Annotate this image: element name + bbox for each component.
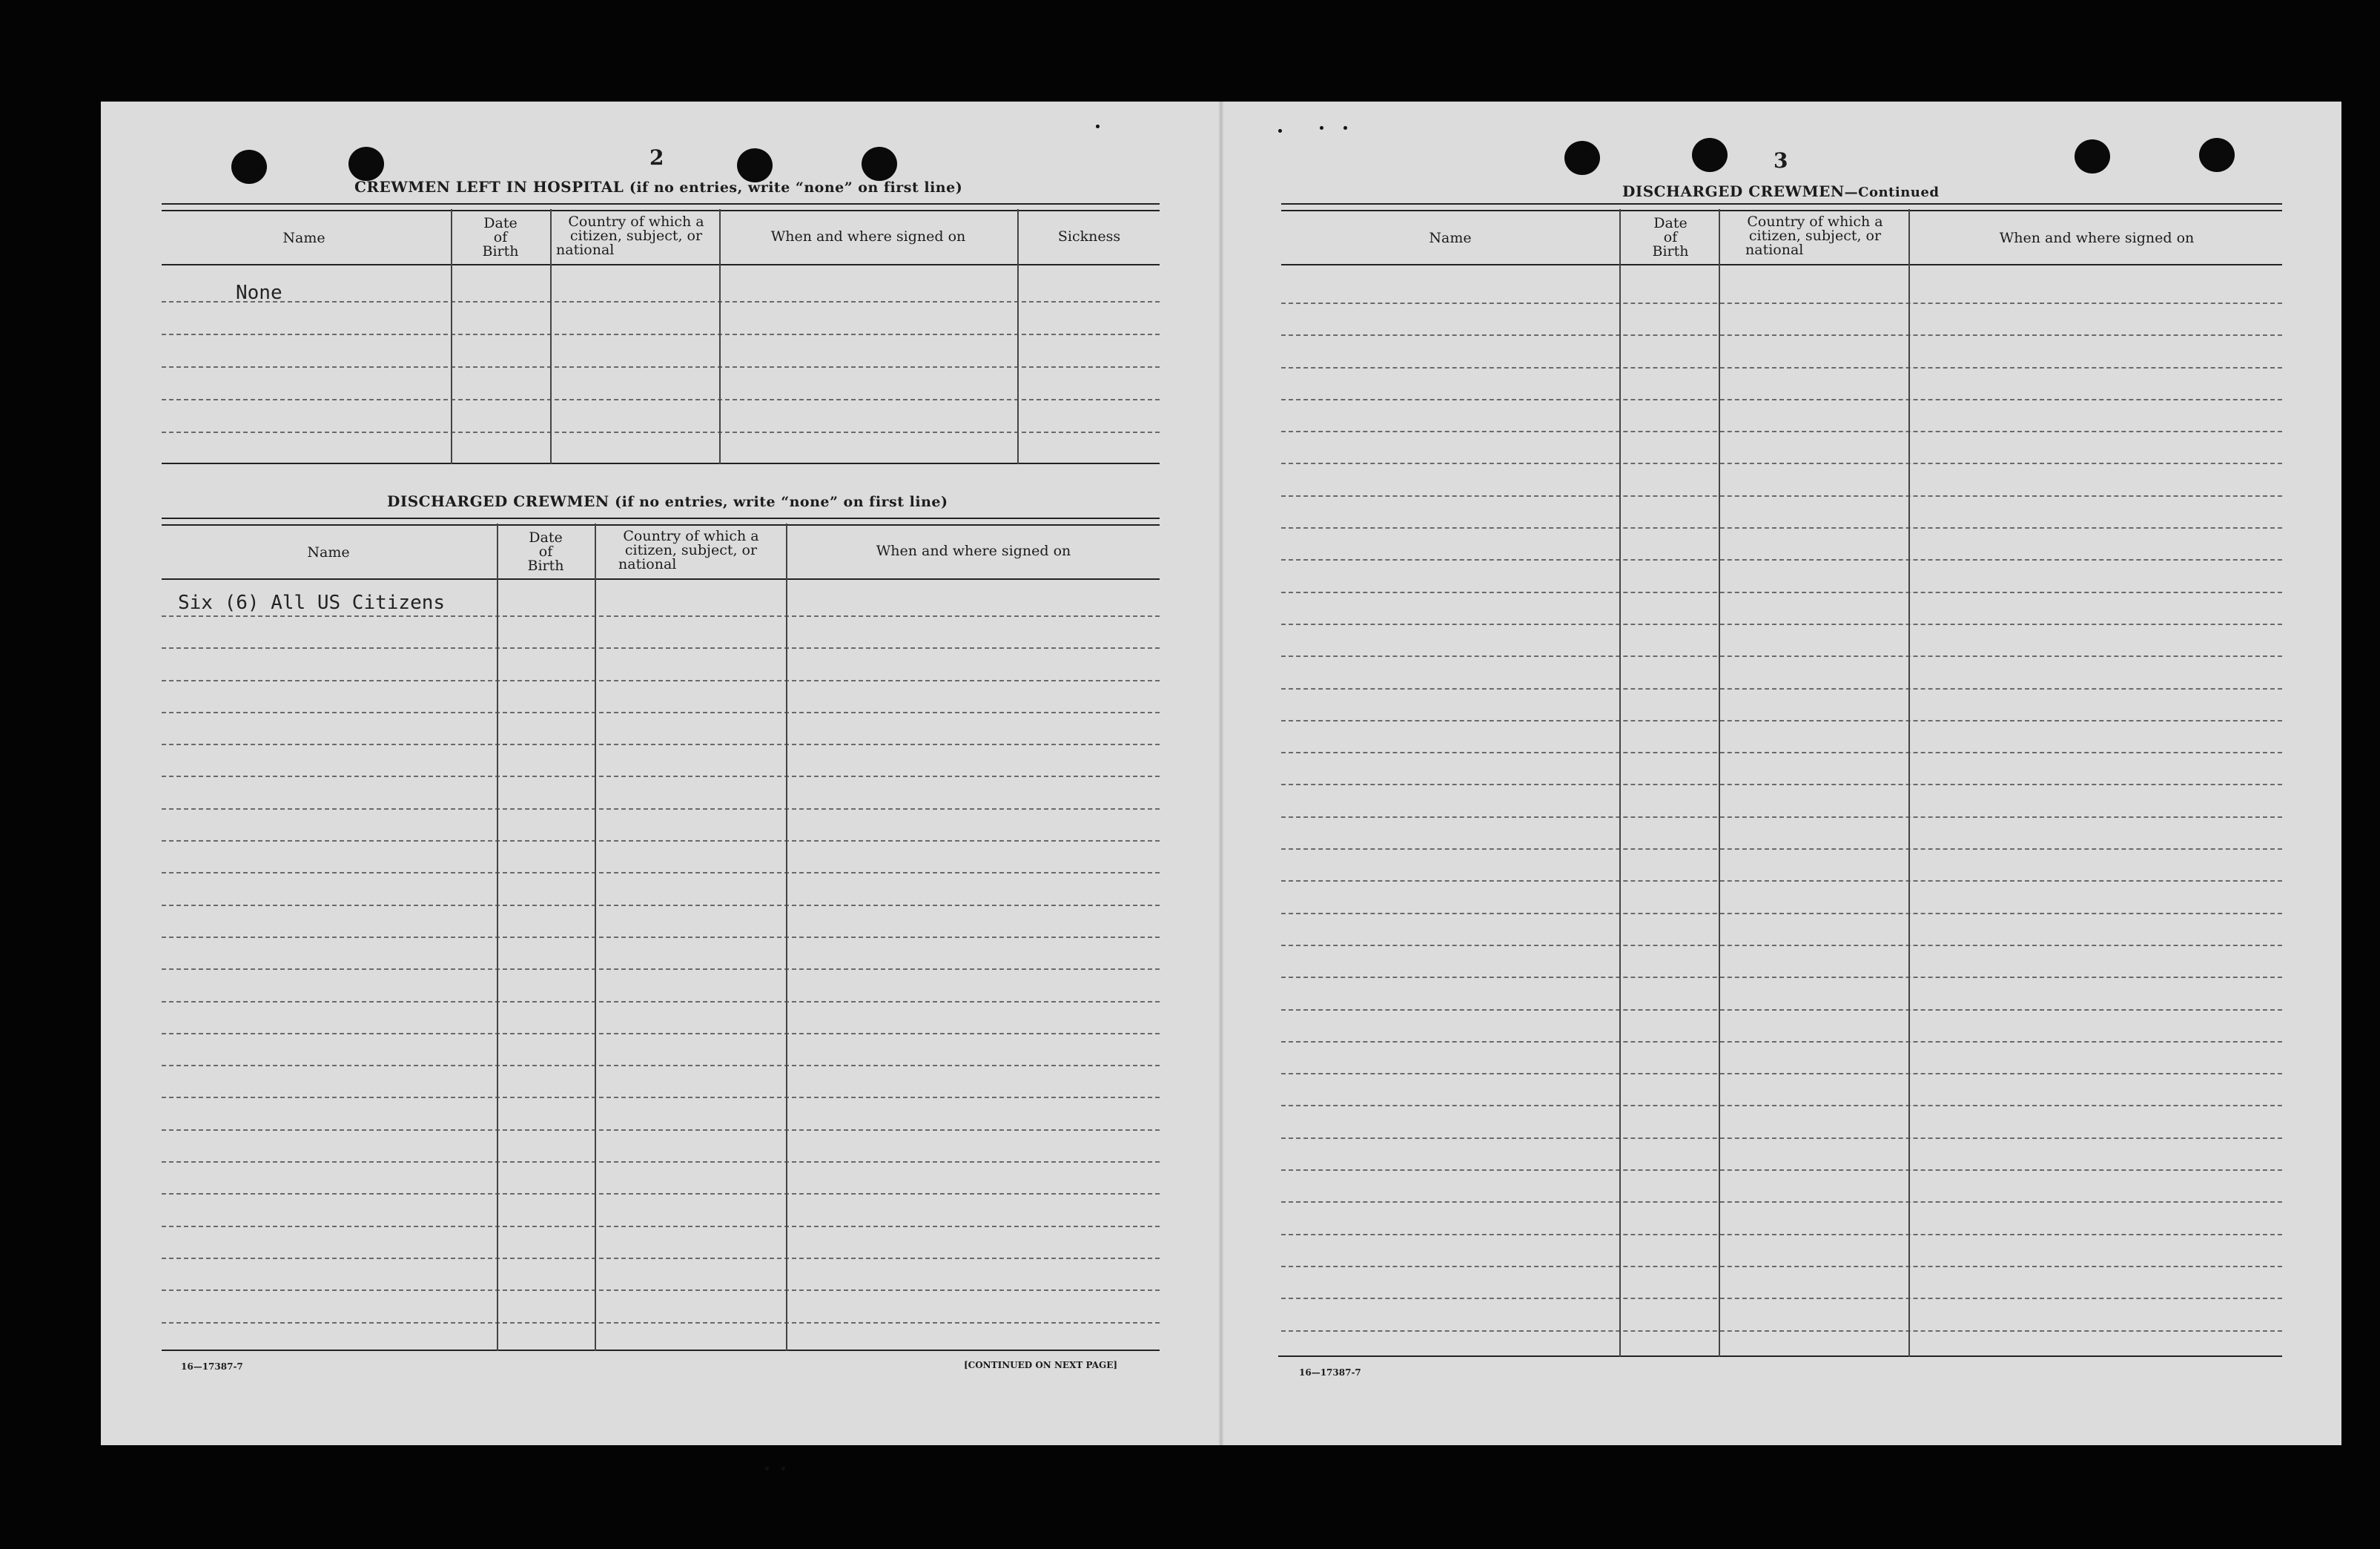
ruled-line (1281, 977, 2282, 978)
col-header-country (553, 215, 719, 257)
col-header-country (596, 529, 786, 572)
header-bottom-rule (162, 264, 1160, 265)
continued-note: [CONTINUED ON NEXT PAGE] (964, 1360, 1118, 1370)
punch-hole (1564, 141, 1600, 175)
punch-hole (348, 147, 384, 181)
col-header-country (1722, 215, 1908, 257)
punch-hole (231, 150, 267, 184)
col-header-name: Name (282, 230, 325, 246)
ruled-line (162, 840, 1160, 842)
col-header-name: Name (1429, 230, 1472, 246)
ruled-line (1281, 1298, 2282, 1299)
col-divider (719, 209, 721, 464)
page-fold (1219, 102, 1223, 1445)
form-number: 16—17387-7 (181, 1361, 243, 1372)
punch-hole (2199, 138, 2235, 172)
ruled-line (162, 1065, 1160, 1066)
col-divider (595, 524, 596, 1351)
ruled-line (1281, 848, 2282, 850)
col-divider (550, 209, 552, 464)
ruled-line (162, 615, 1160, 617)
ruled-line (162, 1161, 1160, 1163)
ruled-line (1281, 752, 2282, 753)
header-bottom-rule (162, 578, 1160, 580)
country-line: Country of which a (568, 214, 704, 230)
dob-line: Date (529, 529, 563, 546)
ruled-line (1281, 720, 2282, 721)
ruled-line (162, 808, 1160, 810)
ruled-line (1281, 431, 2282, 432)
ruled-line (162, 968, 1160, 970)
speck (1278, 129, 1282, 133)
ruled-line (1281, 1330, 2282, 1332)
ruled-line (162, 744, 1160, 745)
ruled-line (1281, 527, 2282, 529)
ruled-line (1281, 399, 2282, 400)
title-text: DISCHARGED CREWMEN (387, 492, 609, 510)
country-line: Country of which a (623, 528, 759, 544)
ruled-line (1281, 688, 2282, 690)
col-header-signed: When and where signed on (1999, 230, 2195, 246)
ruled-line (162, 1097, 1160, 1098)
country-line: national (618, 556, 677, 572)
speck (1096, 125, 1100, 128)
ruled-line (1281, 1009, 2282, 1011)
ruled-line (162, 1129, 1160, 1131)
ruled-line (1281, 1041, 2282, 1043)
col-divider (497, 524, 498, 1351)
ruled-line (162, 1193, 1160, 1195)
section-bottom-rule (1278, 1355, 2282, 1357)
country-line: citizen, subject, or (624, 542, 758, 558)
country-line: national (556, 242, 615, 258)
section-bottom-rule (162, 463, 1160, 464)
dob-line: of (493, 229, 508, 245)
ruled-line (162, 1033, 1160, 1034)
form-number: 16—17387-7 (1299, 1367, 1361, 1378)
header-bottom-rule (1281, 264, 2282, 265)
ruled-line (1281, 463, 2282, 464)
col-header-sickness: Sickness (1057, 228, 1121, 245)
handwritten-entry: None (236, 282, 282, 304)
page-number: 2 (649, 145, 664, 170)
speck (1320, 126, 1323, 130)
dob-line: Birth (1652, 243, 1689, 260)
col-divider (451, 209, 452, 464)
col-divider (1719, 209, 1720, 1357)
title-continued: —Continued (1844, 185, 1940, 200)
ruled-line (162, 905, 1160, 906)
speck (1343, 126, 1347, 130)
dob-line: Date (483, 215, 518, 231)
header-rule (162, 203, 1160, 211)
dob-line: Birth (482, 243, 519, 260)
speck (765, 1467, 769, 1470)
ruled-line (162, 647, 1160, 649)
handwritten-entry: Six (6) All US Citizens (178, 592, 446, 614)
ruled-line (1281, 1201, 2282, 1203)
ruled-line (162, 680, 1160, 681)
title-instruction: (if no entries, write “none” on first line) (629, 179, 963, 196)
dob-line: Date (1653, 215, 1688, 231)
ruled-line (162, 1289, 1160, 1291)
country-line: national (1745, 242, 1804, 258)
dob-line: of (1663, 229, 1678, 245)
header-rule (162, 518, 1160, 526)
punch-hole (2075, 139, 2110, 174)
ruled-line (1281, 1266, 2282, 1267)
col-divider (786, 524, 787, 1351)
ruled-line (1281, 624, 2282, 625)
col-divider (1619, 209, 1621, 1357)
country-line: citizen, subject, or (569, 228, 703, 244)
punch-hole (862, 147, 897, 181)
discharged-section-title (387, 492, 948, 510)
ruled-line (1281, 816, 2282, 818)
speck (781, 1467, 785, 1470)
col-header-name: Name (307, 544, 350, 561)
ruled-line (162, 776, 1160, 777)
col-header-signed: When and where signed on (770, 228, 966, 245)
ruled-line (1281, 303, 2282, 304)
col-header-dob (498, 531, 593, 573)
page-number: 3 (1774, 148, 1788, 173)
ruled-line (162, 1258, 1160, 1259)
ruled-line (1281, 880, 2282, 882)
dob-line: of (538, 544, 553, 560)
title-instruction: (if no entries, write “none” on first line) (615, 494, 948, 510)
ruled-line (162, 937, 1160, 938)
punch-hole (1692, 138, 1728, 172)
ruled-line (1281, 913, 2282, 914)
country-line: Country of which a (1747, 214, 1883, 230)
ruled-line (162, 872, 1160, 873)
ruled-line (1281, 592, 2282, 593)
ruled-line (1281, 559, 2282, 561)
ruled-line (1281, 1105, 2282, 1106)
ruled-line (1281, 1073, 2282, 1074)
ruled-line (1281, 1234, 2282, 1235)
section-bottom-rule (162, 1350, 1160, 1351)
discharged-continued-title (1622, 182, 1939, 200)
title-text: CREWMEN LEFT IN HOSPITAL (354, 178, 624, 196)
ruled-line (1281, 495, 2282, 497)
ruled-line (1281, 655, 2282, 657)
hospital-section-title (354, 178, 962, 196)
col-header-signed: When and where signed on (876, 543, 1071, 559)
ruled-line (1281, 945, 2282, 946)
dob-line: Birth (527, 558, 564, 574)
header-rule (1281, 203, 2282, 211)
country-line: citizen, subject, or (1748, 228, 1882, 244)
col-header-dob (1622, 217, 1719, 259)
ruled-line (162, 1226, 1160, 1227)
ruled-line (1281, 1169, 2282, 1171)
ruled-line (162, 1001, 1160, 1003)
ruled-line (1281, 334, 2282, 336)
ruled-line (1281, 367, 2282, 369)
col-divider (1017, 209, 1019, 464)
ruled-line (162, 712, 1160, 713)
ruled-line (162, 1322, 1160, 1324)
col-divider (1908, 209, 1910, 1357)
col-header-dob (452, 217, 549, 259)
ruled-line (1281, 784, 2282, 785)
ruled-line (1281, 1137, 2282, 1139)
title-text: DISCHARGED CREWMEN (1622, 182, 1845, 200)
